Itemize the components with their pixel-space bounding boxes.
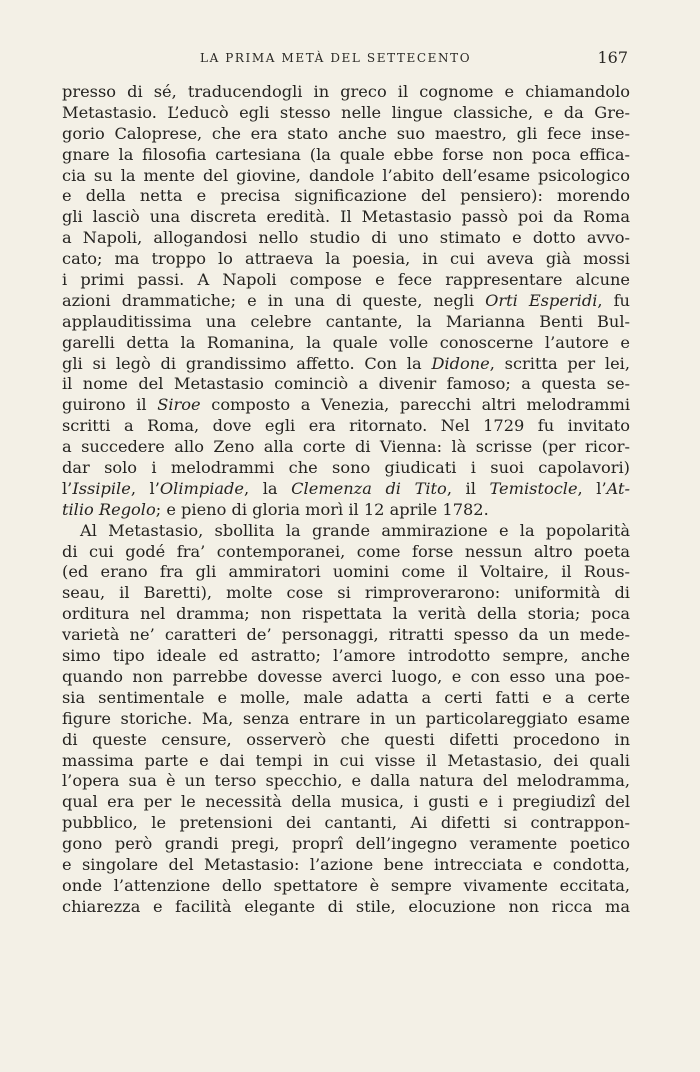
text-line: guirono il Siroe composto a Venezia, parecchi altri melodrammi (62, 395, 631, 415)
text-line: azioni drammatiche; e in una di queste, negli Orti Esperidi, fu (62, 290, 630, 310)
text-line: l’Issipile, l’Olimpiade, la Clemenza di Tito, il Temistocle, l’At- (62, 478, 631, 498)
text-line: seau, il Baretti), molte cose si rimproverarono: uniformità di (62, 583, 630, 603)
text-line: e singolare del Metastasio: l’azione bene intrecciata e condotta, (62, 854, 630, 874)
text-line: scritti a Roma, dove egli era ritornato. Nel 1729 fu invitato (62, 416, 630, 436)
text-line: di cui godé fra’ contemporanei, come forse nessun altro poeta (62, 541, 630, 561)
text-line: cato; ma troppo lo attraeva la poesia, in cui aveva già mossi (62, 249, 630, 269)
text-line: i primi passi. A Napoli compose e fece rappresentare alcune (62, 270, 630, 290)
text-line: orditura nel dramma; non rispettata la verità della storia; poca (62, 604, 630, 624)
running-title: LA PRIMA METÀ DEL SETTECENTO (200, 51, 472, 65)
text-line: il nome del Metastasio cominciò a divenir famoso; a questa se- (62, 374, 630, 394)
text-line: gono però grandi pregi, proprî dell’ingegno veramente poetico (62, 834, 630, 854)
text-line: chiarezza e facilità elegante di stile, elocuzione non ricca ma (62, 896, 630, 916)
page-number: 167 (597, 48, 628, 67)
page-header (62, 47, 632, 73)
text-line: gli lasciò una discreta eredità. Il Metastasio passò poi da Roma (62, 207, 630, 227)
text-line: sia sentimentale e molle, male adatta a certi fatti e a certe (62, 687, 630, 707)
text-line: cia su la mente del giovine, dandole l’abito dell’esame psicologico (62, 165, 630, 185)
text-line: a Napoli, allogandosi nello studio di uno stimato e dotto avvo- (62, 228, 630, 248)
text-line: gli si legò di grandissimo affetto. Con la Didone, scritta per lei, (62, 353, 631, 373)
text-line: quando non parrebbe dovesse averci luogo, e con esso una poe- (62, 666, 630, 686)
text-line: l’opera sua è un terso specchio, e dalla natura del melodramma, (62, 771, 630, 791)
text-line: Metastasio. L’educò egli stesso nelle lingue classiche, e da Gre- (62, 102, 630, 122)
text-line: garelli detta la Romanina, la quale volle conoscerne l’autore e (62, 332, 630, 352)
text-line: tilio Regolo; e pieno di gloria morì il 12 aprile 1782. (62, 499, 489, 519)
text-line: applauditissima una celebre cantante, la Marianna Benti Bul- (62, 311, 630, 331)
text-line: simo tipo ideale ed astratto; l’amore introdotto sempre, anche (62, 646, 630, 666)
text-line: di queste censure, osserverò che questi difetti procedono in (62, 729, 630, 749)
text-line: gnare la filosofia cartesiana (la quale ebbe forse non poca effica- (62, 144, 630, 164)
text-line: varietà ne’ caratteri de’ personaggi, ritratti spesso da un mede- (62, 625, 630, 645)
text-line: presso di sé, traducendogli in greco il cognome e chiamandolo (62, 82, 630, 101)
text-line: figure storiche. Ma, senza entrare in un particolareggiato esame (62, 708, 630, 728)
text-line: Al Metastasio, sbollita la grande ammirazione e la popolarità (80, 520, 630, 540)
text-line: dar solo i melodrammi che sono giudicati i suoi capolavori) (62, 458, 630, 478)
text-line: massima parte e dai tempi in cui visse il Metastasio, dei quali (62, 750, 630, 770)
text-line: a succedere allo Zeno alla corte di Vienna: là scrisse (per ricor- (62, 437, 630, 457)
text-line: gorio Caloprese, che era stato anche suo maestro, gli fece inse- (62, 123, 630, 143)
text-line: qual era per le necessità della musica, i gusti e i pregiudizî del (62, 792, 630, 812)
text-line: (ed erano fra gli ammiratori uomini come il Voltaire, il Rous- (62, 562, 630, 582)
body-text (62, 82, 630, 918)
text-line: e della netta e precisa significazione del pensiero): morendo (62, 186, 630, 206)
text-line: pubblico, le pretensioni dei cantanti, Ai difetti si contrappon- (62, 813, 630, 833)
text-line: onde l’attenzione dello spettatore è sempre vivamente eccitata, (62, 875, 630, 895)
